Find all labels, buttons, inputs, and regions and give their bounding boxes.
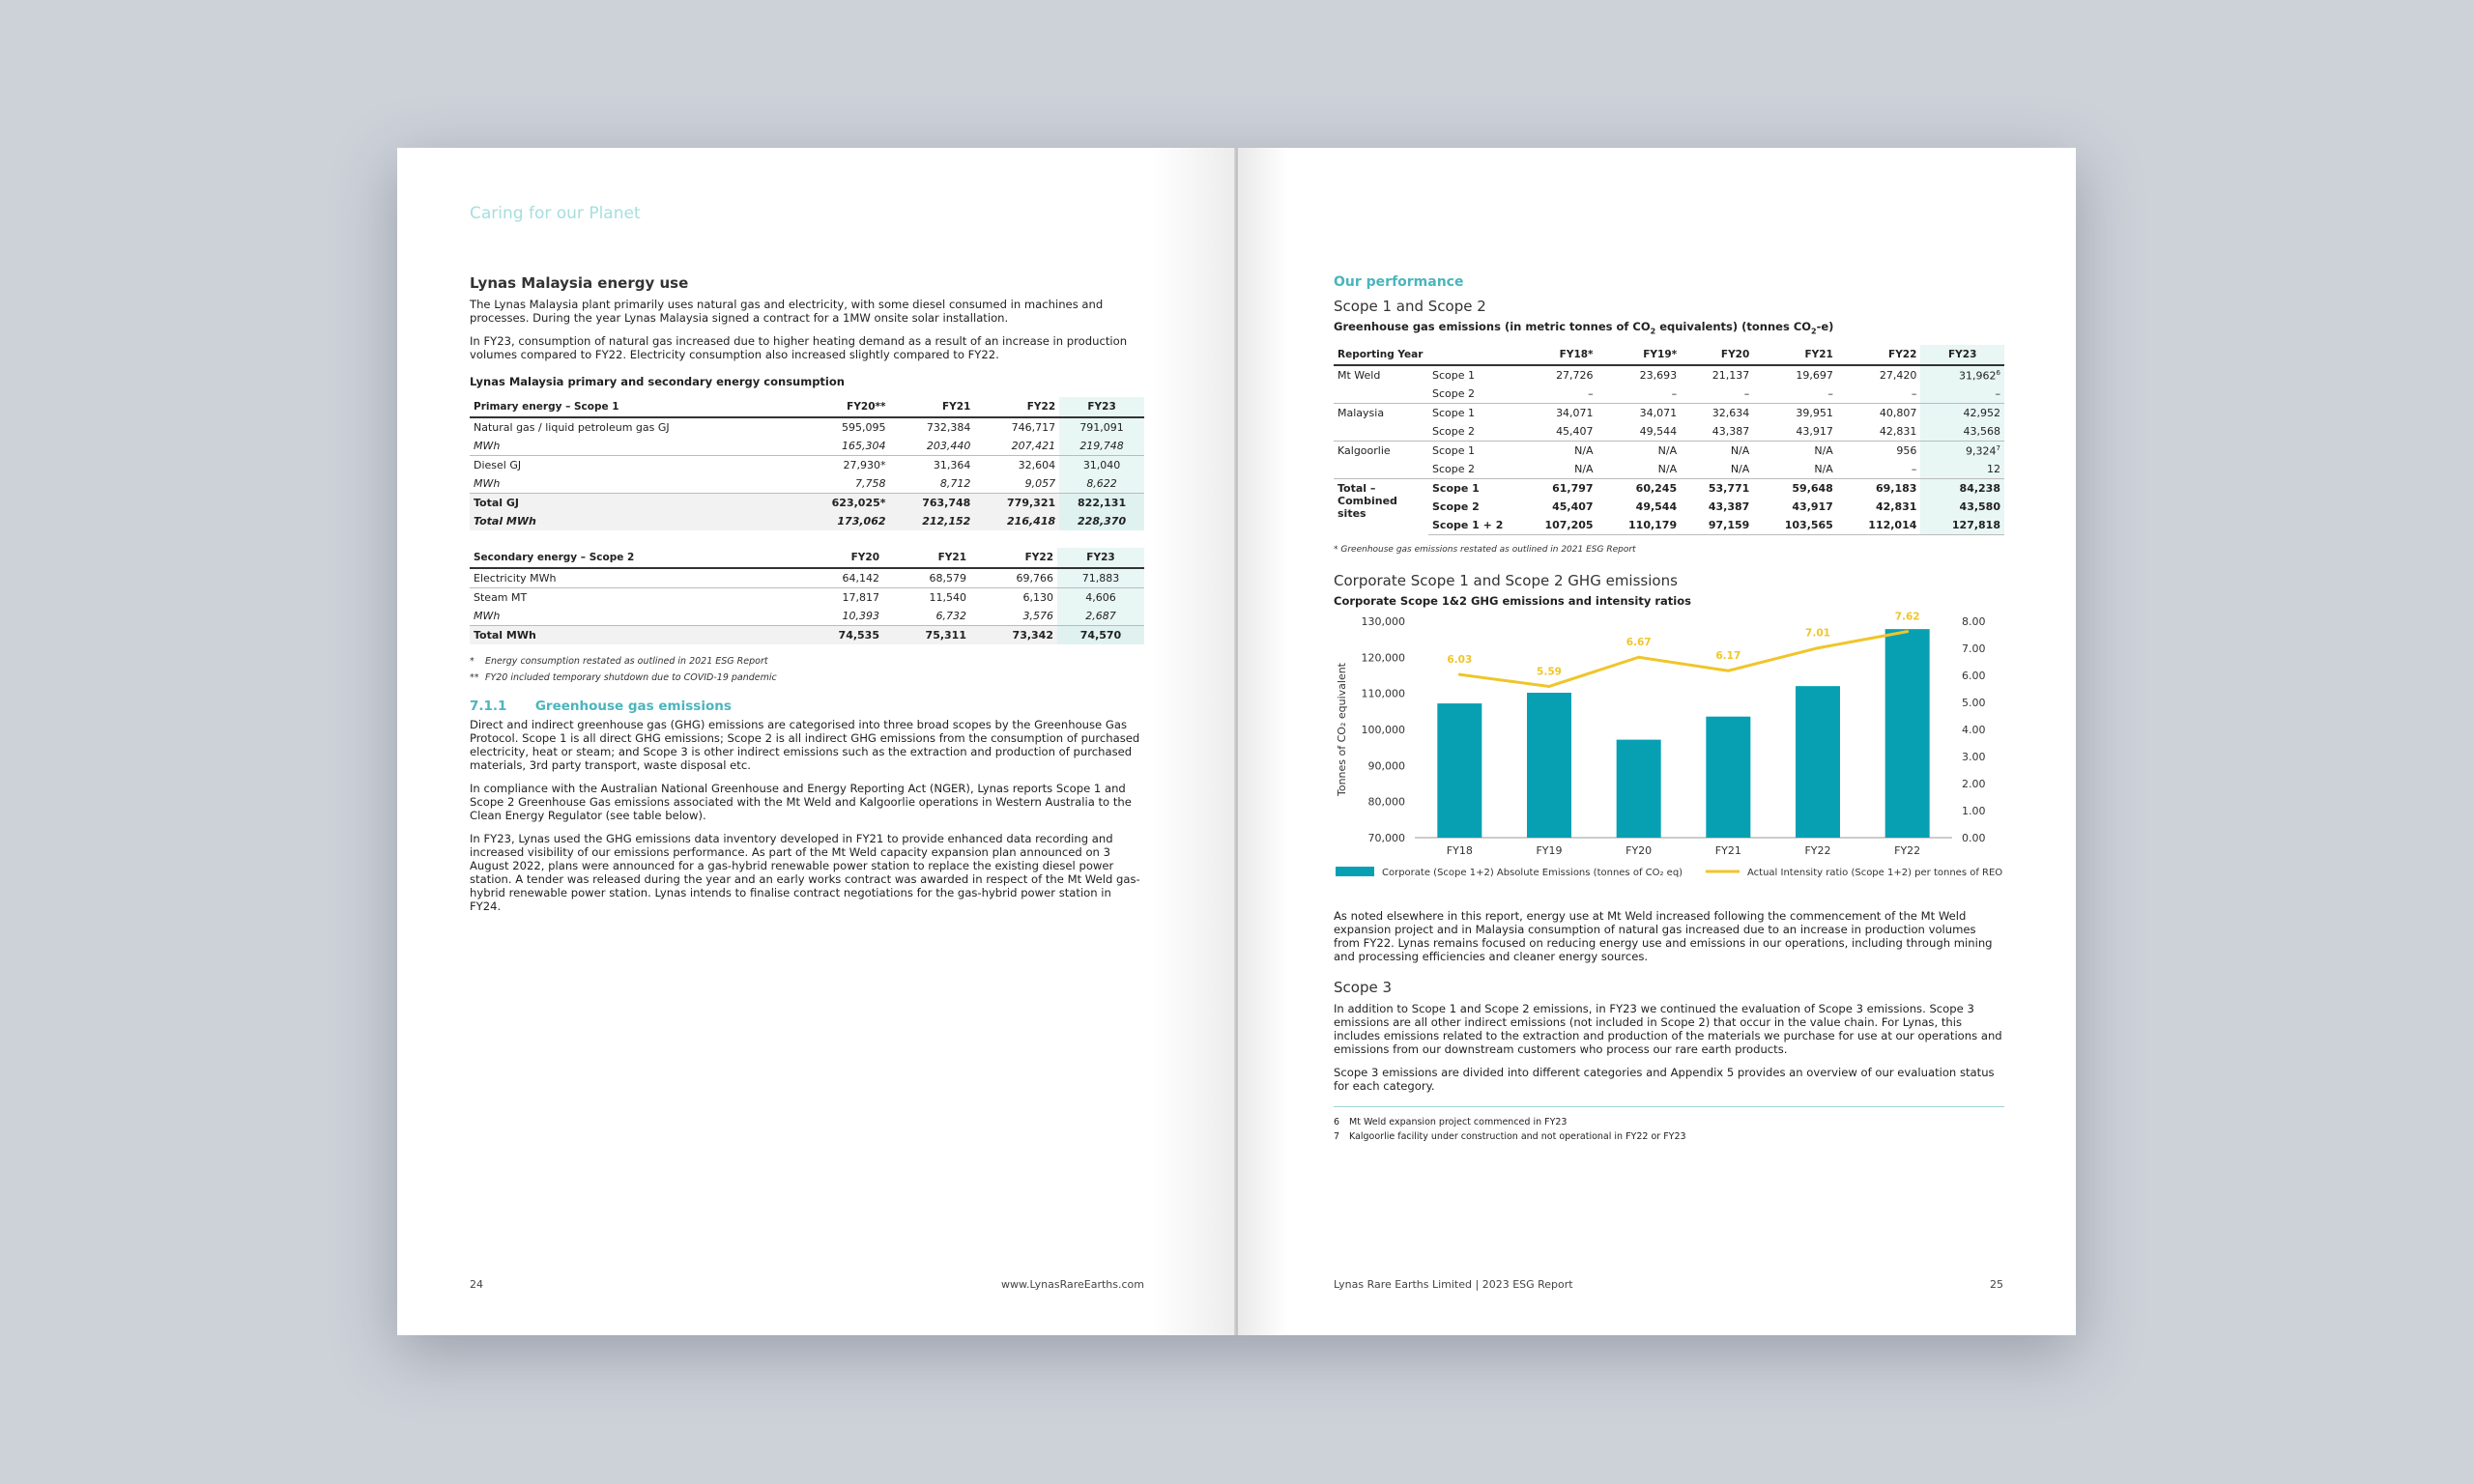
table-cell: N/A <box>1657 463 1678 476</box>
line-point <box>1548 685 1551 688</box>
page-footnote <box>1334 1131 2004 1142</box>
table-cell: 228,370 <box>1059 512 1144 530</box>
table-cell: 19,697 <box>1796 369 1833 383</box>
table-row <box>470 417 1144 437</box>
line-point <box>1727 670 1730 672</box>
table-cell: Natural gas / liquid petroleum gas GJ <box>474 421 670 434</box>
line-point <box>1637 656 1640 659</box>
table-cell: 53,771 <box>1681 479 1753 499</box>
paragraph: The Lynas Malaysia plant primarily uses natural gas and electricity, with some diesel consumed in machines and processes. During the year Lynas Malaysia signed a contract for a 1MW onsite solar installation. <box>470 298 1104 325</box>
secondary-energy-table <box>470 548 1144 644</box>
report-footer: Lynas Rare Earths Limited | 2023 ESG Report <box>1334 1278 1573 1291</box>
ghg-number: 7.1.1 <box>470 699 507 714</box>
bar <box>1706 717 1750 838</box>
legend-line-label: Actual Intensity ratio (Scope 1+2) per tonnes of REO <box>1747 868 2003 879</box>
table-cell: 27,726 <box>1556 369 1594 383</box>
column-header: FY20 <box>796 548 883 568</box>
table-header-row <box>1334 345 2004 365</box>
scope3-text <box>1334 1002 2004 1093</box>
table-cell: 34,071 <box>1597 404 1682 423</box>
y-axis-label: Tonnes of CO₂ equivalent <box>1336 663 1348 797</box>
table-footnote <box>470 672 1144 683</box>
column-header: Secondary energy – Scope 2 <box>470 548 796 568</box>
y2-tick-label: 3.00 <box>1962 751 1986 764</box>
y-tick-label: 80,000 <box>1367 795 1405 809</box>
chart-heading: Corporate Scope 1 and Scope 2 GHG emissions <box>1334 572 1678 590</box>
table-title: Lynas Malaysia primary and secondary energy consumption <box>470 375 845 388</box>
table-row <box>470 512 1144 530</box>
table-cell: 127,818 <box>1920 516 2004 535</box>
table-row <box>470 568 1144 588</box>
scope-cell: Scope 1 <box>1428 404 1513 423</box>
column-header: FY22 <box>1837 345 1921 365</box>
table-cell: 42,831 <box>1879 425 1917 439</box>
table-cell: 8,622 <box>1059 474 1144 494</box>
bar <box>1437 703 1482 838</box>
table-cell: 42,952 <box>1920 404 2004 423</box>
table-cell: 73,342 <box>970 626 1057 645</box>
after-chart-text <box>1334 909 2004 963</box>
title-part: -e) <box>1816 320 1834 333</box>
table-cell: N/A <box>1814 463 1833 476</box>
table-cell: MWh <box>474 477 501 490</box>
paragraph: In compliance with the Australian National Greenhouse and Energy Reporting Act (NGER), Lynas reports Scope 1 and Scope 2 Greenhouse Gas emissions associated with the Mt Weld and Kalgoorlie operations in Western Australia to the Clean Energy Regulator (see table below). <box>470 782 1132 822</box>
paragraph: In FY23, consumption of natural gas increased due to higher heating demand as a result of an increase in production volumes compared to FY22. Electricity consumption also increased slightly compared to FY22. <box>470 334 1128 361</box>
table-cell: 7,758 <box>855 477 886 490</box>
website-link[interactable]: www.LynasRareEarths.com <box>1001 1278 1144 1291</box>
scope-cell: Scope 2 <box>1432 387 1476 401</box>
table-footnote <box>470 656 1144 667</box>
title-sub: 2 <box>1650 327 1656 336</box>
column-header: FY21 <box>890 397 975 417</box>
report-spread <box>397 148 2076 1335</box>
footnote-text: FY20 included temporary shutdown due to COVID-19 pandemic <box>485 672 777 683</box>
footnote-text: Kalgoorlie facility under construction and not operational in FY22 or FY23 <box>1349 1131 1686 1143</box>
table-cell: 34,071 <box>1513 404 1597 423</box>
table-cell: 71,883 <box>1057 568 1144 588</box>
ghg-text <box>470 718 1144 913</box>
table-cell: Diesel GJ <box>470 456 796 475</box>
table-cell: 43,387 <box>1708 500 1750 514</box>
scope-cell: Scope 2 <box>1432 500 1480 514</box>
column-header: FY18* <box>1513 345 1597 365</box>
total-label <box>1334 479 1428 535</box>
footnote-number: 6 <box>1334 1117 1340 1128</box>
page-number: 24 <box>470 1278 483 1291</box>
right-page <box>1238 148 2076 1335</box>
y2-tick-label: 0.00 <box>1962 832 1986 845</box>
table-cell: 6,130 <box>970 588 1057 608</box>
scope-cell: Scope 1 + 2 <box>1428 516 1513 535</box>
table-cell: 8,712 <box>939 477 971 490</box>
y-tick-label: 130,000 <box>1361 615 1405 629</box>
right-content <box>1334 274 2004 1146</box>
table-cell: – <box>1911 387 1917 401</box>
table-cell: 623,025* <box>796 494 890 513</box>
table-row <box>1334 365 2004 385</box>
site-cell: Mt Weld <box>1338 369 1381 383</box>
column-header: Reporting Year <box>1334 345 1428 365</box>
site-cell: Kalgoorlie <box>1334 442 1428 461</box>
table-cell: 68,579 <box>929 572 966 585</box>
table-cell: 32,604 <box>974 456 1059 475</box>
legend-bar-label: Corporate (Scope 1+2) Absolute Emissions (tonnes of CO₂ eq) <box>1382 868 1683 879</box>
table-cell: 822,131 <box>1059 494 1144 513</box>
table-cell: N/A <box>1681 442 1753 461</box>
line-point <box>1817 647 1820 650</box>
table-cell: 763,748 <box>890 494 975 513</box>
table-cell: 21,137 <box>1712 369 1750 383</box>
table-cell: 31,962$^6$ <box>1920 365 2004 385</box>
total-label-line: Combined <box>1338 495 1397 508</box>
y2-tick-label: 8.00 <box>1962 615 1986 629</box>
y2-tick-label: 5.00 <box>1962 697 1986 710</box>
line-point <box>1458 673 1461 676</box>
table-cell: 203,440 <box>926 440 971 452</box>
table-cell: N/A <box>1753 442 1837 461</box>
left-content <box>470 274 1144 923</box>
paragraph: Scope 3 emissions are divided into different categories and Appendix 5 provides an overview of our evaluation status for each category. <box>1334 1066 1995 1094</box>
footnotes <box>1334 1106 2004 1142</box>
data-label: 6.03 <box>1447 654 1473 667</box>
table-cell: 207,421 <box>1011 440 1056 452</box>
table-cell: 69,183 <box>1837 479 1921 499</box>
scope-cell: Scope 2 <box>1432 425 1476 439</box>
table-cell: 17,817 <box>796 588 883 608</box>
footnote-text: Energy consumption restated as outlined in 2021 ESG Report <box>485 656 768 667</box>
x-tick-label: FY18 <box>1446 844 1473 858</box>
table-cell: 97,159 <box>1681 516 1753 535</box>
y-tick-label: 110,000 <box>1361 687 1405 700</box>
site-cell <box>1334 460 1428 479</box>
table-cell: 64,142 <box>842 572 879 585</box>
title-part: Greenhouse gas emissions (in metric tonnes of CO <box>1334 320 1651 333</box>
table-cell: 61,797 <box>1513 479 1597 499</box>
table-row <box>1334 516 2004 535</box>
table-cell: 6,732 <box>935 610 966 622</box>
y-tick-label: 120,000 <box>1361 651 1405 665</box>
column-header: FY20 <box>1681 345 1753 365</box>
total-label-line: Total – <box>1338 482 1376 496</box>
table-cell: 173,062 <box>796 512 890 530</box>
ghg-emissions-table <box>1334 345 2004 535</box>
ghg-heading <box>470 699 1144 714</box>
legend-bar-swatch <box>1336 867 1374 876</box>
running-head: Caring for our Planet <box>470 204 641 223</box>
table-cell: 956 <box>1837 442 1921 461</box>
bar <box>1796 686 1840 838</box>
page-footnote <box>1334 1117 2004 1127</box>
footnote-number: 7 <box>1334 1131 1340 1143</box>
table-cell: – <box>1588 387 1594 401</box>
bar <box>1527 693 1571 838</box>
column-header: FY20** <box>796 397 890 417</box>
table-cell: 9,324$^7$ <box>1920 442 2004 461</box>
table-cell: 595,095 <box>842 421 886 434</box>
ghg-table-title <box>1334 320 2004 335</box>
section-title: Lynas Malaysia energy use <box>470 274 689 292</box>
column-header: FY22 <box>974 397 1059 417</box>
data-label: 6.67 <box>1625 637 1652 649</box>
scope-cell: Scope 1 <box>1428 442 1513 461</box>
left-page <box>397 148 1236 1335</box>
paragraph: In FY23, Lynas used the GHG emissions data inventory developed in FY21 to provide enhanced data recording and increased visibility of our emissions performance. As part of the Mt Weld capacity expansion plan announced on 3 August 2022, plans were announced for a gas-hybrid renewable power station to replace the existing diesel power station. A tender was released during the year and an early works contract was awarded in respect of the Mt Weld gas-hybrid renewable power station. Lynas intends to finalise contract negotiations for the gas-hybrid power station in FY24. <box>470 832 1140 913</box>
table-cell: 2,687 <box>1057 607 1144 626</box>
table-row <box>1334 460 2004 479</box>
table-row <box>470 456 1144 475</box>
ghg-note: * Greenhouse gas emissions restated as outlined in 2021 ESG Report <box>1334 545 1636 556</box>
y-tick-label: 100,000 <box>1361 724 1405 737</box>
page-number: 25 <box>1990 1278 2003 1291</box>
scope-cell: Scope 1 <box>1432 369 1476 383</box>
table-cell: 40,807 <box>1837 404 1921 423</box>
table-cell: Total GJ <box>470 494 796 513</box>
x-tick-label: FY20 <box>1625 844 1653 858</box>
title-sub: 2 <box>1811 327 1817 336</box>
table-cell: 45,407 <box>1552 500 1594 514</box>
bar <box>1617 740 1661 838</box>
table-cell: 732,384 <box>926 421 971 434</box>
column-header: FY23 <box>1920 345 2004 365</box>
table-cell: 69,766 <box>1016 572 1053 585</box>
data-label: 7.62 <box>1894 612 1920 623</box>
scope-cell: Scope 2 <box>1432 463 1476 476</box>
total-label-line: sites <box>1338 507 1366 521</box>
table-cell: – <box>1827 387 1833 401</box>
column-header: FY22 <box>970 548 1057 568</box>
paragraph: In addition to Scope 1 and Scope 2 emissions, in FY23 we continued the evaluation of Scope 3 emissions. Scope 3 emissions are all other indirect emissions (not included in Scope 2) that occur in the value chain. For Lynas, this includes emissions related to the extraction and production of the materials we purchase for use at our operations and emissions from our downstream customers who process our rare earth products. <box>1334 1002 2002 1057</box>
line-point <box>1906 630 1909 633</box>
title-part: equivalents) (tonnes CO <box>1655 320 1812 333</box>
table-row <box>470 626 1144 645</box>
table-cell: N/A <box>1513 442 1597 461</box>
table-cell: 12 <box>1920 460 2004 479</box>
site-cell <box>1334 422 1428 442</box>
scope-cell: Scope 1 <box>1428 479 1513 499</box>
table-cell: 165,304 <box>842 440 886 452</box>
y-tick-label: 70,000 <box>1367 832 1405 845</box>
bar <box>1885 629 1930 838</box>
y2-tick-label: 4.00 <box>1962 724 1986 737</box>
table-cell: 112,014 <box>1837 516 1921 535</box>
table-cell: 107,205 <box>1513 516 1597 535</box>
table-cell: 39,951 <box>1753 404 1837 423</box>
table-cell: – <box>1920 385 2004 404</box>
y2-tick-label: 2.00 <box>1962 778 1986 791</box>
our-performance-heading: Our performance <box>1334 274 1464 290</box>
table-cell: 59,648 <box>1753 479 1837 499</box>
table-cell: 75,311 <box>883 626 970 645</box>
primary-energy-table <box>470 397 1144 530</box>
table-cell: Total MWh <box>470 512 796 530</box>
ghg-title: Greenhouse gas emissions <box>534 699 732 714</box>
table-cell: MWh <box>474 440 501 452</box>
table-row <box>470 588 1144 608</box>
table-cell: N/A <box>1597 442 1682 461</box>
table-row <box>1334 385 2004 404</box>
table-row <box>1334 498 2004 516</box>
emissions-chart <box>1334 612 2004 892</box>
table-cell: 43,917 <box>1796 425 1833 439</box>
table-cell: 49,544 <box>1639 425 1678 439</box>
table-cell: 45,407 <box>1556 425 1594 439</box>
table-cell: N/A <box>1730 463 1750 476</box>
footnote-mark: * <box>470 656 475 667</box>
table-cell: 212,152 <box>890 512 975 530</box>
footnote-text: Mt Weld expansion project commenced in FY23 <box>1349 1117 1568 1128</box>
table-cell: 74,570 <box>1057 626 1144 645</box>
table-cell: 84,238 <box>1920 479 2004 499</box>
table-cell: MWh <box>474 610 501 622</box>
table-cell: 32,634 <box>1681 404 1753 423</box>
scope-heading: Scope 1 and Scope 2 <box>1334 298 1486 315</box>
footnote-ref: 6 <box>1996 368 2000 377</box>
x-tick-label: FY22 <box>1894 844 1921 858</box>
table-row <box>1334 422 2004 442</box>
column-header: FY23 <box>1059 397 1144 417</box>
table-cell: 43,917 <box>1792 500 1833 514</box>
paragraph: As noted elsewhere in this report, energy use at Mt Weld increased following the commencement of the Mt Weld expansion project and in Malaysia consumption of natural gas increased due to an increase in production volumes from FY22. Lynas remains focused on reducing energy use and emissions in our operations, including through mining and processing efficiencies and cleaner energy sources. <box>1334 909 1993 964</box>
table-row <box>470 474 1144 494</box>
y2-tick-label: 1.00 <box>1962 805 1986 818</box>
table-cell: 9,057 <box>1024 477 1056 490</box>
intensity-line <box>1459 632 1907 687</box>
column-header: FY21 <box>1753 345 1837 365</box>
column-header <box>1428 345 1513 365</box>
table-cell: 216,418 <box>974 512 1059 530</box>
table-cell: 23,693 <box>1639 369 1678 383</box>
table-cell: Electricity MWh <box>474 572 557 585</box>
x-tick-label: FY22 <box>1804 844 1831 858</box>
column-header: Primary energy – Scope 1 <box>470 397 796 417</box>
table-cell: – <box>1743 387 1750 401</box>
column-header: FY21 <box>883 548 970 568</box>
table-cell: 103,565 <box>1753 516 1837 535</box>
data-label: 7.01 <box>1805 628 1830 641</box>
footnote-mark: ** <box>470 672 479 683</box>
table-cell: 4,606 <box>1057 588 1144 608</box>
table-cell: 43,580 <box>1920 498 2004 516</box>
table-row <box>1334 404 2004 423</box>
y2-tick-label: 7.00 <box>1962 642 1986 656</box>
table-cell: 27,930* <box>796 456 890 475</box>
column-header: FY19* <box>1597 345 1682 365</box>
table-cell: 31,040 <box>1059 456 1144 475</box>
table-cell: – <box>1911 463 1917 476</box>
site-cell: Malaysia <box>1334 404 1428 423</box>
y-tick-label: 90,000 <box>1367 759 1405 773</box>
table-cell: 31,364 <box>890 456 975 475</box>
table-cell: 60,245 <box>1597 479 1682 499</box>
table-cell: – <box>1671 387 1678 401</box>
table-row <box>470 607 1144 626</box>
table-cell: 746,717 <box>1011 421 1056 434</box>
x-tick-label: FY19 <box>1536 844 1563 858</box>
table-header-row <box>470 397 1144 417</box>
data-label: 6.17 <box>1715 650 1741 663</box>
table-cell: Total MWh <box>470 626 796 645</box>
table-notes <box>470 656 1144 683</box>
table-cell: 3,576 <box>1022 610 1053 622</box>
table-row <box>470 437 1144 456</box>
table-cell: 791,091 <box>1059 417 1144 437</box>
table-cell: 110,179 <box>1597 516 1682 535</box>
data-label: 5.59 <box>1537 666 1562 678</box>
table-cell: 219,748 <box>1059 437 1144 456</box>
table-cell: 49,544 <box>1635 500 1678 514</box>
table-cell: 11,540 <box>883 588 970 608</box>
paragraph: Direct and indirect greenhouse gas (GHG) emissions are categorised into three broad scopes by the Greenhouse Gas Protocol. Scope 1 is all direct GHG emissions; Scope 2 is all indirect GHG emissions from the consumption of purchased electricity, heat or steam; and Scope 3 is other indirect emissions such as the extraction and production of purchased materials, 3rd party transport, waste disposal etc. <box>470 718 1140 772</box>
intro-text <box>470 298 1144 361</box>
table-row <box>1334 442 2004 461</box>
table-row <box>1334 479 2004 499</box>
scope3-heading: Scope 3 <box>1334 979 1393 997</box>
chart-title: Corporate Scope 1&2 GHG emissions and intensity ratios <box>1334 594 1691 609</box>
table-cell: Steam MT <box>470 588 796 608</box>
table-cell: N/A <box>1574 463 1594 476</box>
table-cell: 43,568 <box>1920 422 2004 442</box>
site-cell <box>1334 385 1428 404</box>
table-cell: 27,420 <box>1879 369 1917 383</box>
x-tick-label: FY21 <box>1714 844 1741 858</box>
table-cell: 10,393 <box>842 610 879 622</box>
table-cell: 43,387 <box>1712 425 1750 439</box>
table-row <box>470 494 1144 513</box>
table-cell: 74,535 <box>796 626 883 645</box>
table-header-row <box>470 548 1144 568</box>
table-cell: 779,321 <box>974 494 1059 513</box>
y2-tick-label: 6.00 <box>1962 670 1986 683</box>
column-header: FY23 <box>1057 548 1144 568</box>
table-cell: 42,831 <box>1875 500 1917 514</box>
footnote-ref: 7 <box>1996 443 2000 452</box>
